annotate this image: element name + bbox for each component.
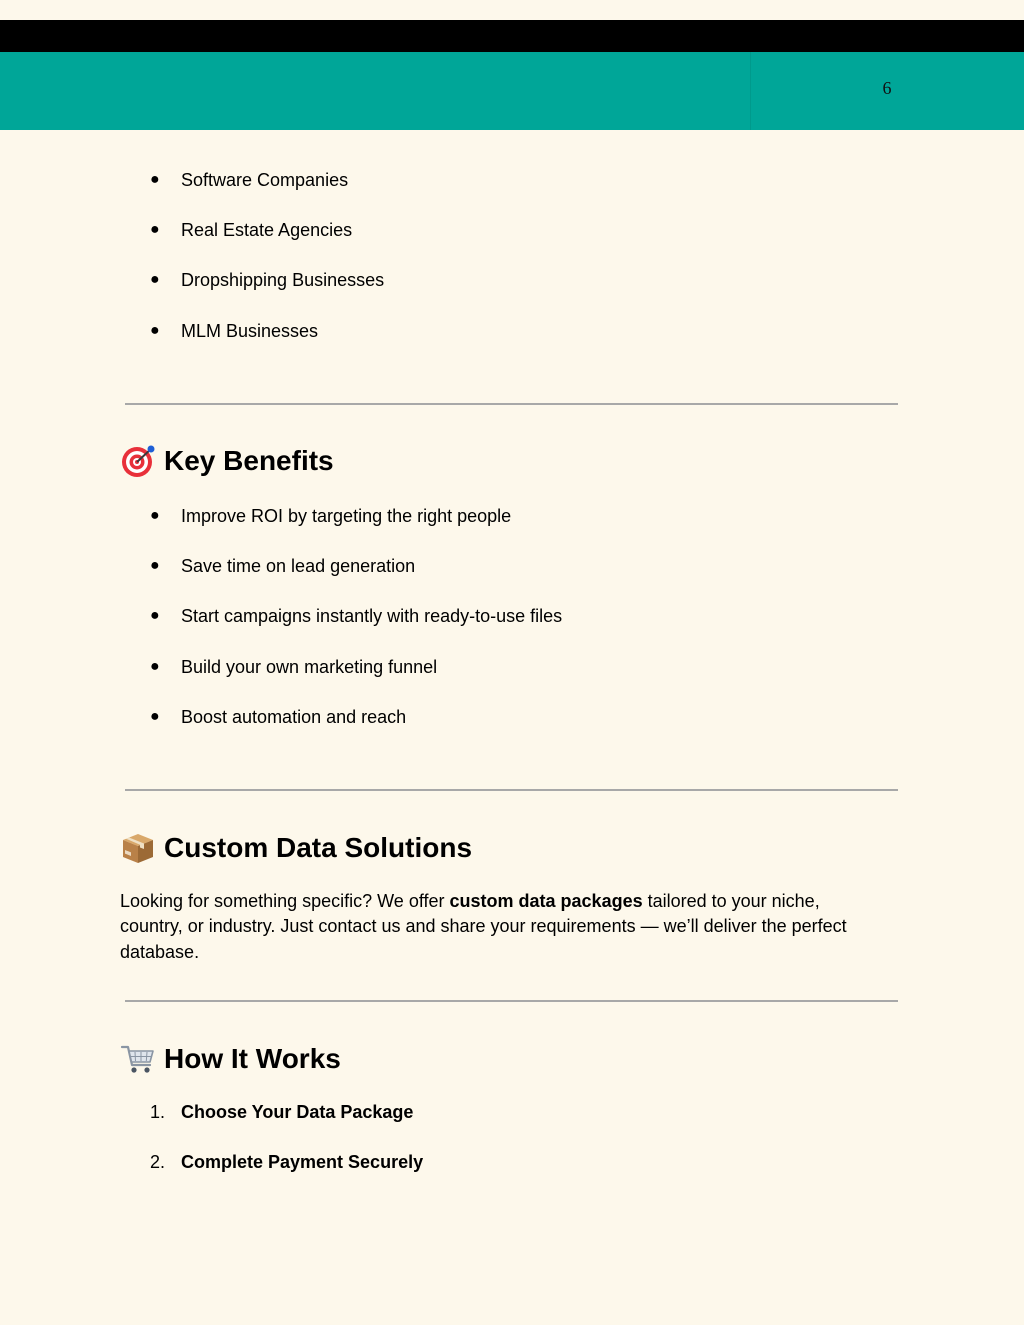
shopping-cart-icon <box>120 1042 156 1076</box>
list-item: ● Start campaigns instantly with ready-to-use files <box>150 606 563 627</box>
bullet-icon: ● <box>150 657 160 675</box>
bullet-icon: ● <box>150 707 160 725</box>
target-icon <box>120 444 156 478</box>
industries-list <box>149 169 384 370</box>
list-item: ● Dropshipping Businesses <box>150 270 385 291</box>
steps-list <box>149 1101 423 1201</box>
step-label: Choose Your Data Package <box>181 1102 414 1122</box>
list-item: ● Software Companies <box>150 170 349 190</box>
emphasis: custom data packages <box>449 891 643 911</box>
list-item: ● Boost automation and reach <box>150 706 407 727</box>
key-benefits-heading <box>120 441 334 481</box>
section-title: Custom Data Solutions <box>164 832 473 863</box>
top-black-bar <box>0 20 1024 52</box>
step-label: Complete Payment Securely <box>181 1152 424 1173</box>
header-divider <box>750 52 751 130</box>
bullet-icon: ● <box>150 171 160 188</box>
list-item: ● Build your own marketing funnel <box>150 656 438 677</box>
section-divider <box>125 789 898 791</box>
section-title: How It Works <box>164 1043 341 1074</box>
custom-data-heading <box>120 828 472 868</box>
list-item <box>149 1151 423 1201</box>
step-number: 1. <box>150 1102 166 1122</box>
section-divider <box>125 403 898 405</box>
benefits-list <box>149 505 562 756</box>
package-icon <box>120 831 156 865</box>
bullet-icon: ● <box>150 507 160 524</box>
custom-data-paragraph: Looking for something specific? We offer custom data packages tailored to your niche, country, or industry. Just contact us and share your requirements — we’ll deliver the perfect database. <box>120 891 847 962</box>
step-number: 2. <box>150 1152 166 1173</box>
bullet-icon: ● <box>150 557 160 575</box>
list-item: ● Real Estate Agencies <box>150 220 353 241</box>
list-item <box>149 1101 423 1151</box>
bullet-icon: ● <box>150 321 160 339</box>
bullet-icon: ● <box>150 607 160 625</box>
how-it-works-heading <box>120 1039 341 1079</box>
section-divider <box>125 1000 898 1002</box>
list-item: ● MLM Businesses <box>150 320 319 341</box>
list-item: ● Improve ROI by targeting the right people <box>150 506 512 526</box>
bullet-icon: ● <box>150 271 160 289</box>
bullet-icon: ● <box>150 221 160 239</box>
list-item: ● Save time on lead generation <box>150 556 416 577</box>
page-number: 6 <box>882 78 892 98</box>
section-title: Key Benefits <box>164 445 334 476</box>
